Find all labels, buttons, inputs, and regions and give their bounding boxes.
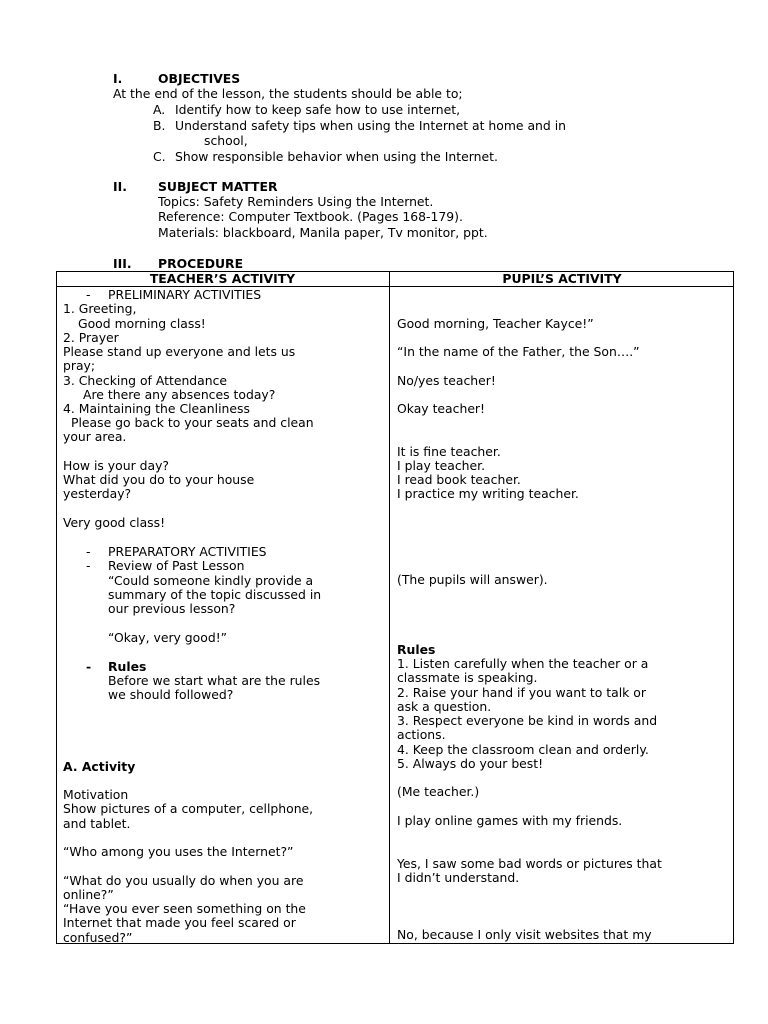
pupil-absence: No/yes teacher! xyxy=(397,373,496,388)
show-pictures-line-1: Show pictures of a computer, cellphone, xyxy=(63,801,314,816)
objective-c-letter: C. xyxy=(153,149,166,164)
objective-a-text: Identify how to keep safe how to use internet, xyxy=(175,102,461,117)
cleanliness-line-1: Please go back to your seats and clean xyxy=(71,415,314,430)
table-column-divider xyxy=(389,271,390,944)
pupil-online-games: I play online games with my friends. xyxy=(397,813,623,828)
pupil-safe-websites: No, because I only visit websites that my xyxy=(397,927,652,942)
objective-a-letter: A. xyxy=(153,102,166,117)
objective-b-text: Understand safety tips when using the Internet at home and in xyxy=(175,118,567,133)
objective-b-continued: school, xyxy=(204,133,248,148)
subject-numeral: II. xyxy=(113,179,127,194)
rule-3-line-1: 3. Respect everyone be kind in words and xyxy=(397,713,658,728)
rule-5: 5. Always do your best! xyxy=(397,756,544,771)
preliminary-activities: PRELIMINARY ACTIVITIES xyxy=(108,287,262,302)
prep-dash: - xyxy=(86,544,91,559)
review-dash: - xyxy=(86,558,91,573)
prayer-line-2: pray; xyxy=(63,358,96,373)
motivation-label: Motivation xyxy=(63,787,129,802)
objectives-heading: OBJECTIVES xyxy=(158,71,241,86)
review-question-1: “Could someone kindly provide a xyxy=(108,573,314,588)
preparatory-activities: PREPARATORY ACTIVITIES xyxy=(108,544,267,559)
pupil-bad-words-line-1: Yes, I saw some bad words or pictures that xyxy=(397,856,662,871)
review-of-past-lesson: Review of Past Lesson xyxy=(108,558,245,573)
pupil-okay: Okay teacher! xyxy=(397,401,485,416)
pupil-me-teacher: (Me teacher.) xyxy=(397,784,480,799)
objective-c-text: Show responsible behavior when using the Internet. xyxy=(175,149,498,164)
procedure-numeral: III. xyxy=(113,256,132,271)
rules-question-1: Before we start what are the rules xyxy=(108,673,321,688)
pupil-play: I play teacher. xyxy=(397,458,486,473)
seen-line-3: confused?” xyxy=(63,930,133,945)
greeting-line: Good morning class! xyxy=(78,316,206,331)
rule-2-line-2: ask a question. xyxy=(397,699,492,714)
pupil-bad-words-line-2: I didn’t understand. xyxy=(397,870,520,885)
rule-2-line-1: 2. Raise your hand if you want to talk or xyxy=(397,685,646,700)
very-good-class: Very good class! xyxy=(63,515,166,530)
rule-3-line-2: actions. xyxy=(397,727,446,742)
pupil-fine: It is fine teacher. xyxy=(397,444,501,459)
pupil-practice: I practice my writing teacher. xyxy=(397,486,579,501)
pupil-activity-header: PUPIL’S ACTIVITY xyxy=(502,271,622,286)
pupil-read: I read book teacher. xyxy=(397,472,521,487)
what-online-line-1: “What do you usually do when you are xyxy=(63,873,304,888)
subject-topics: Topics: Safety Reminders Using the Internet. xyxy=(158,194,434,209)
how-is-your-day: How is your day? xyxy=(63,458,169,473)
rules-question-2: we should followed? xyxy=(108,687,234,702)
teacher-activity-header: TEACHER’S ACTIVITY xyxy=(149,271,296,286)
review-question-3: our previous lesson? xyxy=(108,601,236,616)
objectives-numeral: I. xyxy=(113,71,123,86)
greeting-label: 1. Greeting, xyxy=(63,301,137,316)
seen-line-1: “Have you ever seen something on the xyxy=(63,901,306,916)
yesterday-line-1: What did you do to your house xyxy=(63,472,255,487)
procedure-heading: PROCEDURE xyxy=(158,256,244,271)
rule-4: 4. Keep the classroom clean and orderly. xyxy=(397,742,649,757)
seen-line-2: Internet that made you feel scared or xyxy=(63,915,296,930)
show-pictures-line-2: and tablet. xyxy=(63,816,131,831)
okay-very-good: “Okay, very good!” xyxy=(108,630,228,645)
objectives-intro: At the end of the lesson, the students should be able to; xyxy=(113,86,463,101)
cleanliness-label: 4. Maintaining the Cleanliness xyxy=(63,401,250,416)
attendance-line: Are there any absences today? xyxy=(83,387,276,402)
rules-label: Rules xyxy=(108,659,147,674)
pupil-prayer: “In the name of the Father, the Son….” xyxy=(397,344,640,359)
what-online-line-2: online?” xyxy=(63,887,114,902)
review-question-2: summary of the topic discussed in xyxy=(108,587,322,602)
rules-dash: - xyxy=(86,659,92,674)
attendance-label: 3. Checking of Attendance xyxy=(63,373,228,388)
pupil-greet: Good morning, Teacher Kayce!” xyxy=(397,316,594,331)
activity-heading: A. Activity xyxy=(63,759,136,774)
yesterday-line-2: yesterday? xyxy=(63,486,132,501)
rule-1-line-1: 1. Listen carefully when the teacher or a xyxy=(397,656,649,671)
cleanliness-line-2: your area. xyxy=(63,429,127,444)
prelim-dash: - xyxy=(86,287,91,302)
pupil-answer: (The pupils will answer). xyxy=(397,572,548,587)
subject-reference: Reference: Computer Textbook. (Pages 168-179). xyxy=(158,209,463,224)
prayer-line-1: Please stand up everyone and lets us xyxy=(63,344,296,359)
pupil-rules-title: Rules xyxy=(397,642,436,657)
subject-materials: Materials: blackboard, Manila paper, Tv monitor, ppt. xyxy=(158,225,488,240)
rule-1-line-2: classmate is speaking. xyxy=(397,670,538,685)
prayer-label: 2. Prayer xyxy=(63,330,119,345)
objective-b-letter: B. xyxy=(153,118,166,133)
subject-heading: SUBJECT MATTER xyxy=(158,179,278,194)
who-uses-internet: “Who among you uses the Internet?” xyxy=(63,844,294,859)
